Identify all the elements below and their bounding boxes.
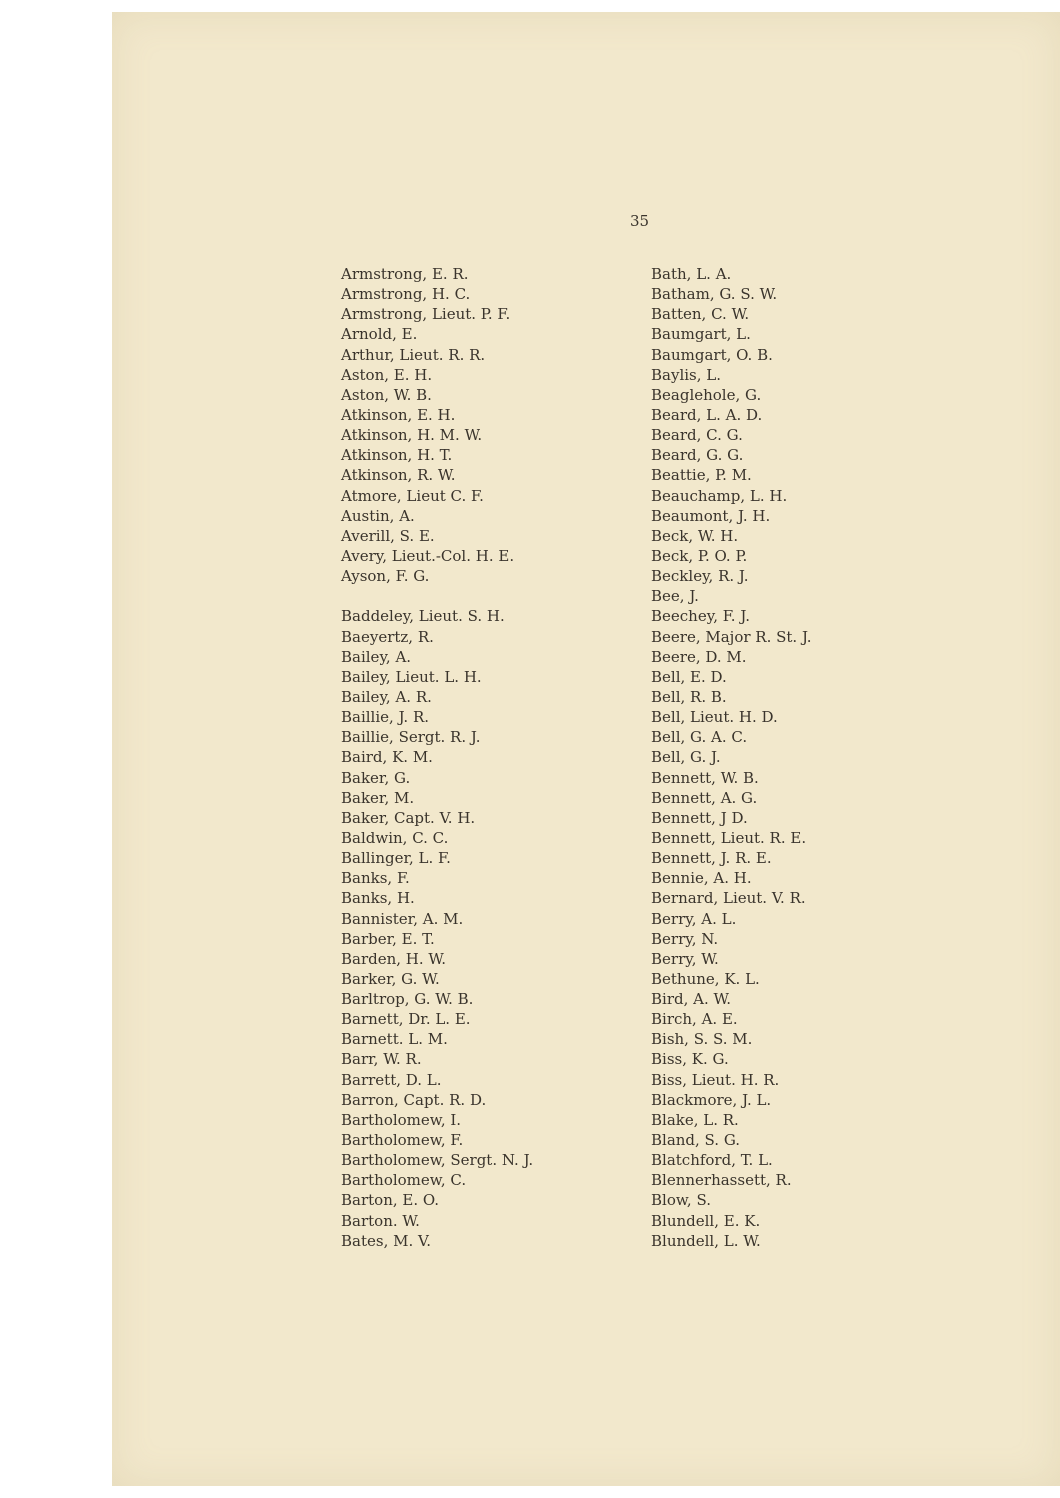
- list-item: Baird, K. M.: [341, 748, 433, 767]
- list-item: Atkinson, R. W.: [341, 466, 456, 485]
- list-item: Bates, M. V.: [341, 1231, 431, 1250]
- list-item: Baker, M.: [341, 788, 415, 807]
- list-item: Beaumont, J. H.: [651, 506, 771, 525]
- list-item: Barrett, D. L.: [341, 1070, 442, 1089]
- list-item: Bethune, K. L.: [651, 969, 760, 988]
- list-item: Bennie, A. H.: [651, 869, 752, 888]
- list-item: Atkinson, E. H.: [341, 405, 456, 424]
- list-item: Averill, S. E.: [341, 526, 435, 545]
- section-gap: [341, 586, 533, 606]
- list-item: Atkinson, H. M. W.: [341, 426, 483, 445]
- list-item: Beard, C. G.: [651, 426, 743, 445]
- list-item: Beckley, R. J.: [651, 567, 749, 586]
- list-item: Armstrong, Lieut. P. F.: [341, 305, 511, 324]
- list-item: Blatchford, T. L.: [651, 1151, 773, 1170]
- list-item: Barber, E. T.: [341, 929, 435, 948]
- list-item: Aston, W. B.: [341, 385, 432, 404]
- list-item: Berry, N.: [651, 929, 719, 948]
- list-item: Barton. W.: [341, 1211, 420, 1230]
- list-item: Bartholomew, I.: [341, 1110, 462, 1129]
- list-item: Ayson, F. G.: [341, 567, 430, 586]
- list-item: Blennerhassett, R.: [651, 1171, 792, 1190]
- list-item: Bartholomew, F.: [341, 1131, 464, 1150]
- list-item: Biss, K. G.: [651, 1050, 729, 1069]
- list-item: Barden, H. W.: [341, 949, 446, 968]
- list-item: Bennett, A. G.: [651, 788, 758, 807]
- list-item: Barnett, Dr. L. E.: [341, 1010, 471, 1029]
- list-item: Baker, G.: [341, 768, 411, 787]
- list-item: Bailey, Lieut. L. H.: [341, 667, 482, 686]
- list-item: Berry, W.: [651, 949, 719, 968]
- list-item: Barr, W. R.: [341, 1050, 422, 1069]
- list-item: Beaglehole, G.: [651, 385, 762, 404]
- list-item: Bland, S. G.: [651, 1131, 741, 1150]
- list-item: Bailey, A. R.: [341, 687, 432, 706]
- list-item: Baeyertz, R.: [341, 627, 434, 646]
- list-item: Atkinson, H. T.: [341, 446, 453, 465]
- list-item: Batham, G. S. W.: [651, 285, 778, 304]
- list-item: Arnold, E.: [341, 325, 418, 344]
- list-item: Barton, E. O.: [341, 1191, 440, 1210]
- list-item: Bennett, J. R. E.: [651, 849, 772, 868]
- list-item: Bell, G. A. C.: [651, 728, 748, 747]
- list-item: Barker, G. W.: [341, 969, 440, 988]
- list-item: Bish, S. S. M.: [651, 1030, 753, 1049]
- list-item: Blundell, E. K.: [651, 1211, 761, 1230]
- list-item: Atmore, Lieut C. F.: [341, 486, 484, 505]
- list-item: Beck, W. H.: [651, 526, 739, 545]
- list-item: Beard, L. A. D.: [651, 405, 763, 424]
- list-item: Birch, A. E.: [651, 1010, 738, 1029]
- list-item: Beard, G. G.: [651, 446, 744, 465]
- list-item: Beere, D. M.: [651, 647, 747, 666]
- list-item: Baddeley, Lieut. S. H.: [341, 607, 505, 626]
- list-item: Armstrong, H. C.: [341, 285, 471, 304]
- list-item: Batten, C. W.: [651, 305, 750, 324]
- list-item: Bennett, Lieut. R. E.: [651, 828, 807, 847]
- page-number: 35: [630, 212, 650, 230]
- list-item: Bell, Lieut. H. D.: [651, 708, 778, 727]
- list-item: Barron, Capt. R. D.: [341, 1090, 487, 1109]
- list-item: Bailey, A.: [341, 647, 412, 666]
- list-item: Bennett, J D.: [651, 808, 748, 827]
- list-item: Berry, A. L.: [651, 909, 737, 928]
- list-item: Barnett. L. M.: [341, 1030, 448, 1049]
- list-item: Austin, A.: [341, 506, 415, 525]
- list-item: Ballinger, L. F.: [341, 849, 451, 868]
- list-item: Barltrop, G. W. B.: [341, 990, 474, 1009]
- list-item: Bell, G. J.: [651, 748, 721, 767]
- list-item: Banks, F.: [341, 869, 410, 888]
- list-item: Baumgart, L.: [651, 325, 751, 344]
- list-item: Bernard, Lieut. V. R.: [651, 889, 806, 908]
- list-item: Bath, L. A.: [651, 265, 732, 283]
- list-item: Bell, R. B.: [651, 687, 727, 706]
- list-item: Baillie, J. R.: [341, 708, 430, 727]
- list-item: Beechey, F. J.: [651, 607, 750, 626]
- list-item: Aston, E. H.: [341, 365, 433, 384]
- document-page: [112, 12, 1060, 1486]
- list-item: Blundell, L. W.: [651, 1231, 761, 1250]
- list-item: Bell, E. D.: [651, 667, 727, 686]
- list-item: Blow, S.: [651, 1191, 711, 1210]
- list-item: Banks, H.: [341, 889, 415, 908]
- list-item: Blackmore, J. L.: [651, 1090, 772, 1109]
- list-item: Avery, Lieut.-Col. H. E.: [341, 546, 515, 565]
- list-item: Beck, P. O. P.: [651, 546, 748, 565]
- list-item: Beauchamp, L. H.: [651, 486, 788, 505]
- list-item: Bee, J.: [651, 587, 699, 606]
- list-item: Armstrong, E. R.: [341, 265, 469, 283]
- list-item: Bannister, A. M.: [341, 909, 464, 928]
- list-item: Biss, Lieut. H. R.: [651, 1070, 780, 1089]
- list-item: Bennett, W. B.: [651, 768, 759, 787]
- list-item: Bartholomew, Sergt. N. J.: [341, 1151, 534, 1170]
- list-item: Beere, Major R. St. J.: [651, 627, 812, 646]
- list-item: Baker, Capt. V. H.: [341, 808, 476, 827]
- list-item: Bird, A. W.: [651, 990, 732, 1009]
- list-item: Baumgart, O. B.: [651, 345, 773, 364]
- list-item: Baylis, L.: [651, 365, 721, 384]
- name-list-left: [341, 264, 533, 1251]
- list-item: Bartholomew, C.: [341, 1171, 467, 1190]
- list-item: Blake, L. R.: [651, 1110, 739, 1129]
- list-item: Baillie, Sergt. R. J.: [341, 728, 481, 747]
- list-item: Arthur, Lieut. R. R.: [341, 345, 486, 364]
- list-item: Beattie, P. M.: [651, 466, 752, 485]
- list-item: Baldwin, C. C.: [341, 828, 449, 847]
- name-list-right: [651, 264, 812, 1251]
